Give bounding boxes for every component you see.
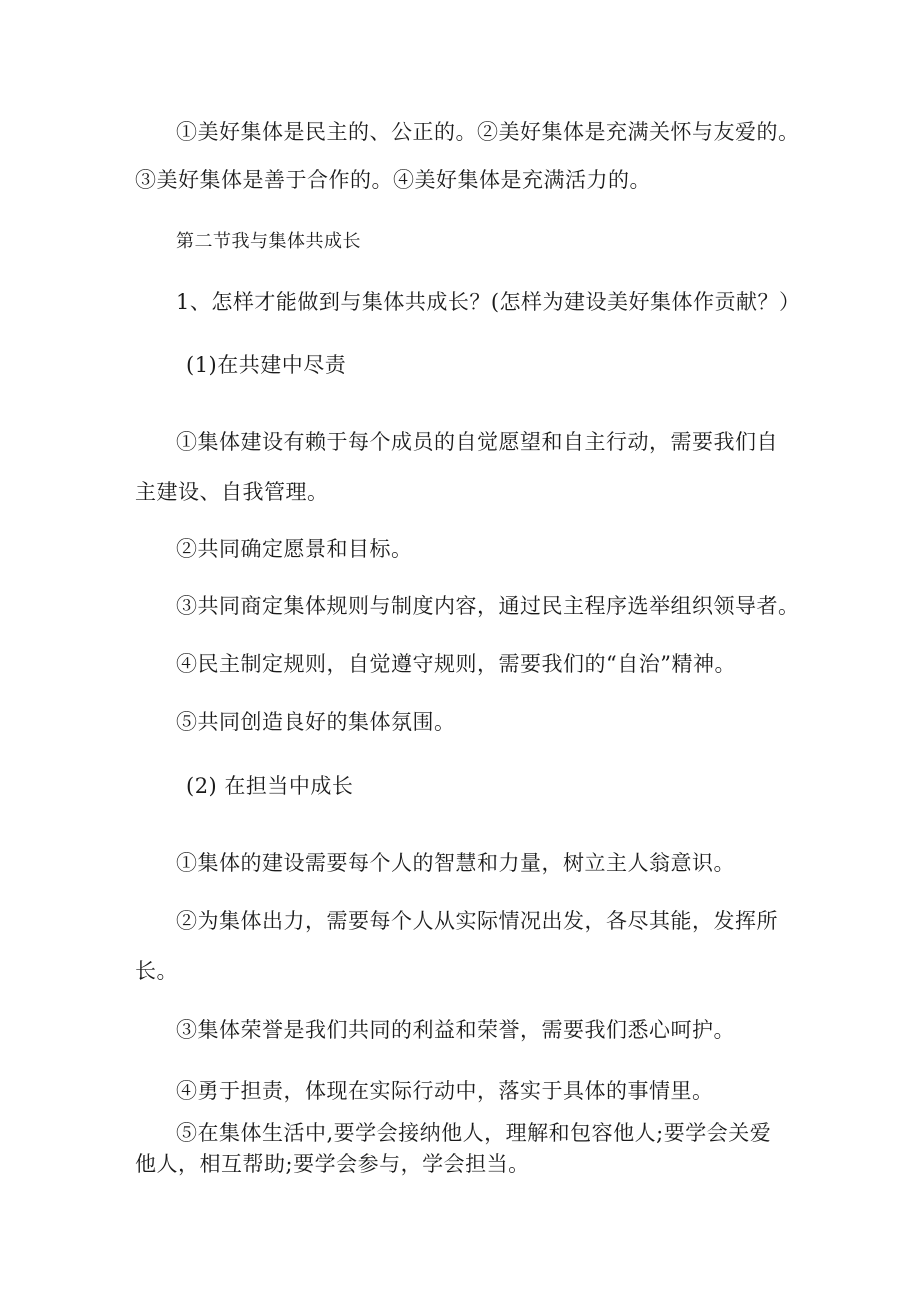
- subheading-2: (2) 在担当中成长: [186, 774, 354, 798]
- section-heading: 第二节我与集体共成长: [176, 231, 361, 252]
- text-line: ④勇于担责，体现在实际行动中，落实于具体的事情里。: [176, 1079, 714, 1103]
- text-line: ⑤共同创造良好的集体氛围。: [176, 710, 456, 734]
- text-line: ④民主制定规则，自觉遵守规则，需要我们的“自治”精神。: [176, 652, 736, 676]
- subheading-1: (1)在共建中尽责: [186, 353, 347, 377]
- text-line: ①集体建设有赖于每个成员的自觉愿望和自主行动，需要我们自: [176, 430, 778, 454]
- text-line: ③美好集体是善于合作的。④美好集体是充满活力的。: [135, 168, 651, 192]
- text-line: ③集体荣誉是我们共同的利益和荣誉，需要我们悉心呵护。: [176, 1018, 735, 1042]
- text-line: ①集体的建设需要每个人的智慧和力量，树立主人翁意识。: [176, 851, 735, 875]
- text-line: ⑤在集体生活中,要学会接纳他人，理解和包容他人;要学会关爱: [176, 1121, 772, 1145]
- question-heading: 1、怎样才能做到与集体共成长？(怎样为建设美好集体作贡献？）: [176, 290, 801, 314]
- text-line: ②为集体出力，需要每个人从实际情况出发，各尽其能，发挥所: [176, 909, 778, 933]
- text-line: 他人，相互帮助;要学会参与，学会担当。: [135, 1152, 530, 1176]
- text-line: ②共同确定愿景和目标。: [176, 537, 413, 561]
- text-line: ③共同商定集体规则与制度内容，通过民主程序选举组织领导者。: [176, 594, 800, 618]
- text-line: 长。: [135, 959, 178, 983]
- text-line: ①美好集体是民主的、公正的。②美好集体是充满关怀与友爱的。: [176, 120, 800, 144]
- text-line: 主建设、自我管理。: [135, 480, 329, 504]
